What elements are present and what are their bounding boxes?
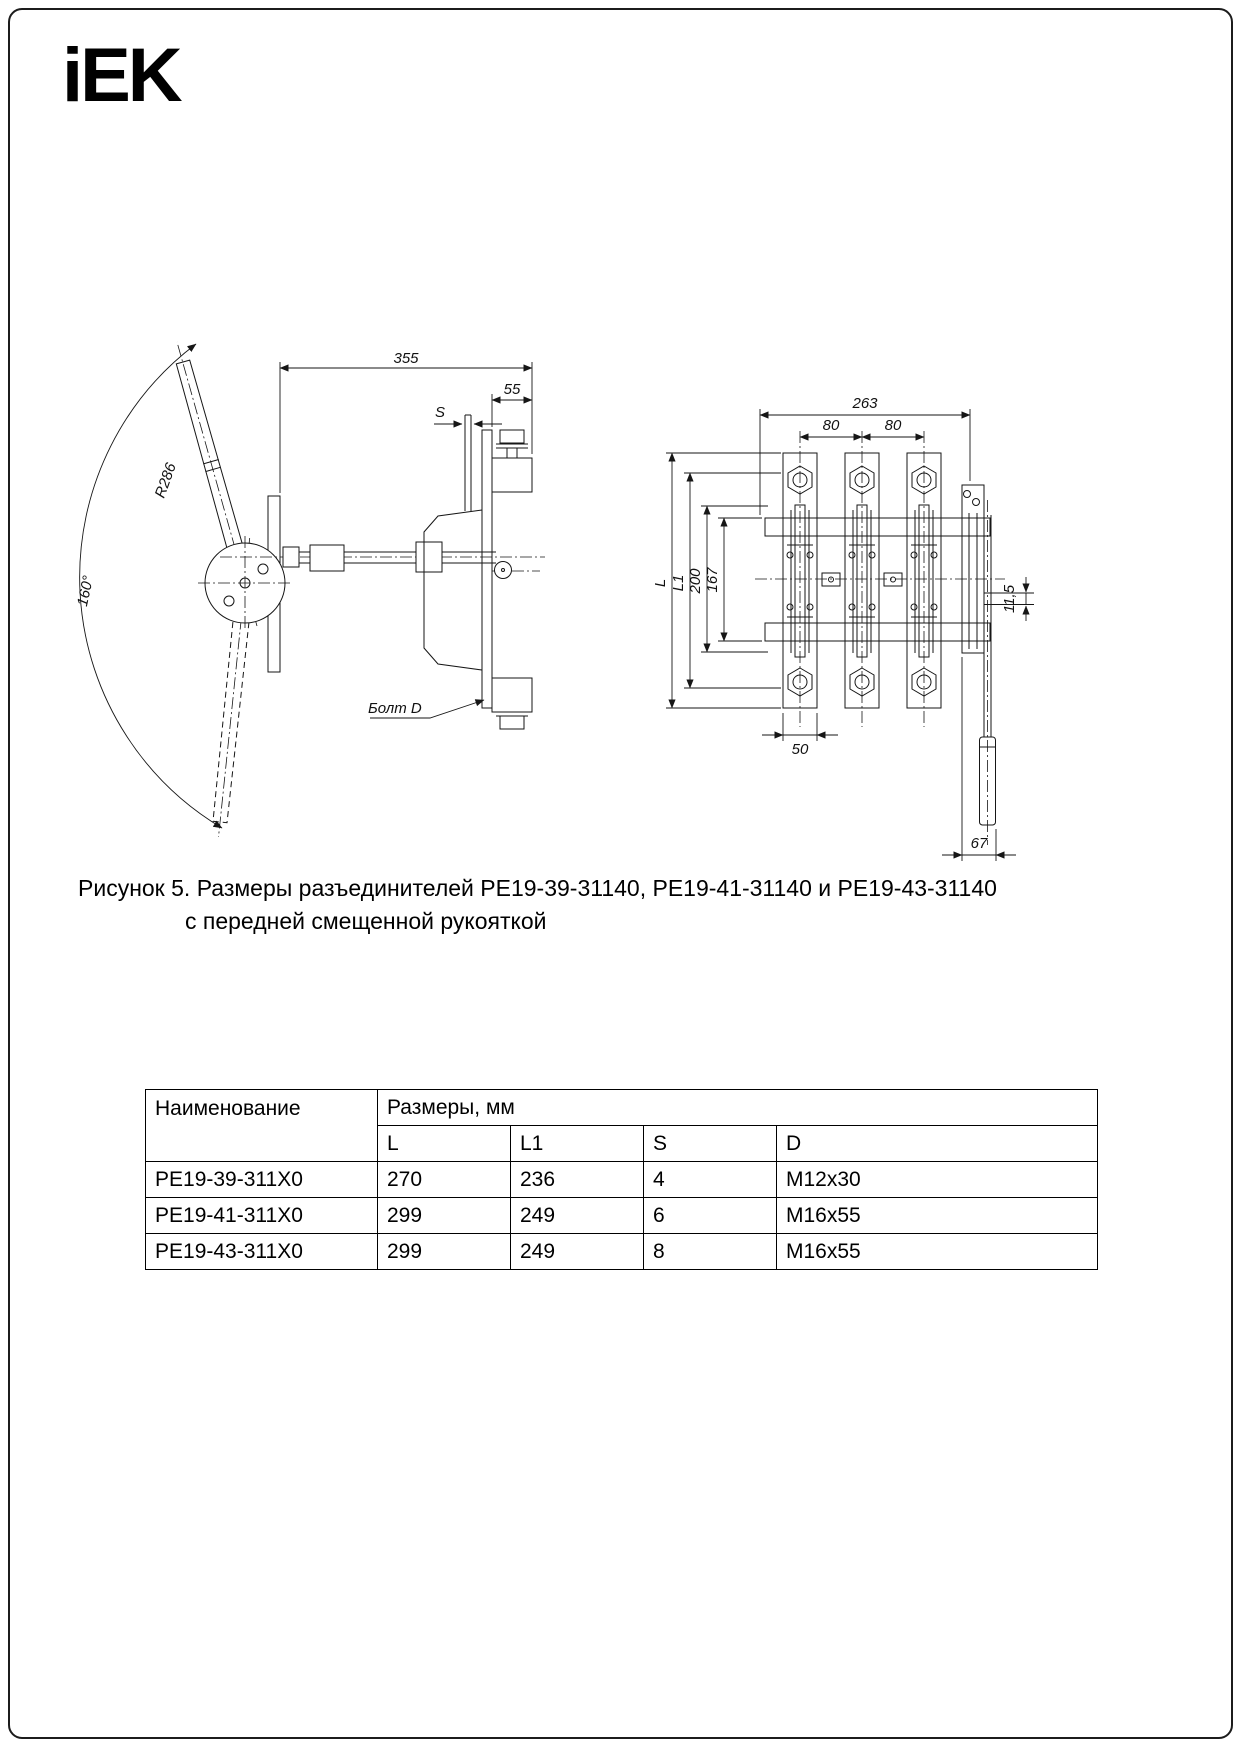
- figure-caption: [78, 872, 997, 938]
- dim-11-5-label: 11,5: [1001, 584, 1018, 614]
- cell-name: РЕ19-39-311Х0: [146, 1162, 378, 1198]
- figure-caption-line2: с передней смещенной рукояткой: [185, 908, 547, 934]
- bolt-d-label: Болт D: [368, 700, 422, 717]
- dim-355-label: 355: [393, 350, 419, 367]
- housing: [424, 510, 482, 670]
- table-row: [146, 1234, 1098, 1270]
- dim-200-label: 200: [687, 568, 704, 594]
- bottom-terminal: [492, 678, 532, 712]
- cell-d: М12х30: [777, 1162, 1098, 1198]
- switch-side-body: [198, 415, 545, 729]
- angle-label: 160°: [74, 574, 98, 609]
- side-view-dimensions: [74, 350, 532, 718]
- handle-down-phantom: [213, 612, 250, 823]
- dim-55-label: 55: [503, 381, 521, 398]
- cell-s: 4: [644, 1162, 777, 1198]
- dim-167-label: 167: [704, 567, 721, 593]
- dim-L1-label: L1: [670, 574, 687, 592]
- rotation-arc: [80, 344, 222, 828]
- table-header-row-1: [146, 1090, 1098, 1126]
- cell-l1: 236: [511, 1162, 644, 1198]
- cell-l: 299: [378, 1198, 511, 1234]
- col-group-header-sizes: Размеры, мм: [378, 1090, 1098, 1126]
- cell-l: 299: [378, 1234, 511, 1270]
- top-bolt-head: [500, 430, 524, 443]
- handle-up: [176, 360, 244, 556]
- table-row: [146, 1162, 1098, 1198]
- dim-80-right-label: 80: [884, 417, 902, 434]
- cell-d: М16х55: [777, 1234, 1098, 1270]
- cell-name: РЕ19-41-311Х0: [146, 1198, 378, 1234]
- dim-67-label: 67: [970, 835, 988, 852]
- dim-263-label: 263: [852, 395, 878, 412]
- cell-s: 6: [644, 1198, 777, 1234]
- drive-mechanism-plate: [962, 485, 984, 653]
- bottom-bolt-nut: [500, 716, 524, 729]
- rail-bottom: [765, 623, 990, 641]
- switch-front-body: [765, 453, 996, 825]
- table-row: [146, 1198, 1098, 1234]
- col-header-name: Наименование: [146, 1090, 378, 1162]
- side-view-drawing: [70, 330, 570, 880]
- cell-d: М16х55: [777, 1198, 1098, 1234]
- iek-logo: iEK: [62, 33, 180, 118]
- cell-name: РЕ19-43-311Х0: [146, 1234, 378, 1270]
- dim-L-label: L: [652, 578, 669, 588]
- rail-top: [765, 518, 990, 536]
- cell-l1: 249: [511, 1234, 644, 1270]
- clevis-pin: [495, 562, 512, 579]
- centerlines: [755, 431, 1005, 845]
- cell-l1: 249: [511, 1198, 644, 1234]
- dim-50-label: 50: [791, 741, 809, 758]
- figure-caption-line1: Рисунок 5. Размеры разъединителей РЕ19-39-31140, РЕ19-41-31140 и РЕ19-43-31140: [78, 875, 997, 901]
- cell-s: 8: [644, 1234, 777, 1270]
- col-header-l1: L1: [511, 1126, 644, 1162]
- dim-s-label: S: [434, 404, 446, 421]
- front-view-drawing: [650, 385, 1070, 885]
- dim-80-left-label: 80: [822, 417, 840, 434]
- col-header-l: L: [378, 1126, 511, 1162]
- dimensions-table: [145, 1089, 1098, 1270]
- main-plate: [482, 430, 492, 708]
- radius-label: R286: [151, 460, 180, 501]
- cell-l: 270: [378, 1162, 511, 1198]
- col-header-d: D: [777, 1126, 1098, 1162]
- top-terminal: [492, 458, 532, 492]
- col-header-s: S: [644, 1126, 777, 1162]
